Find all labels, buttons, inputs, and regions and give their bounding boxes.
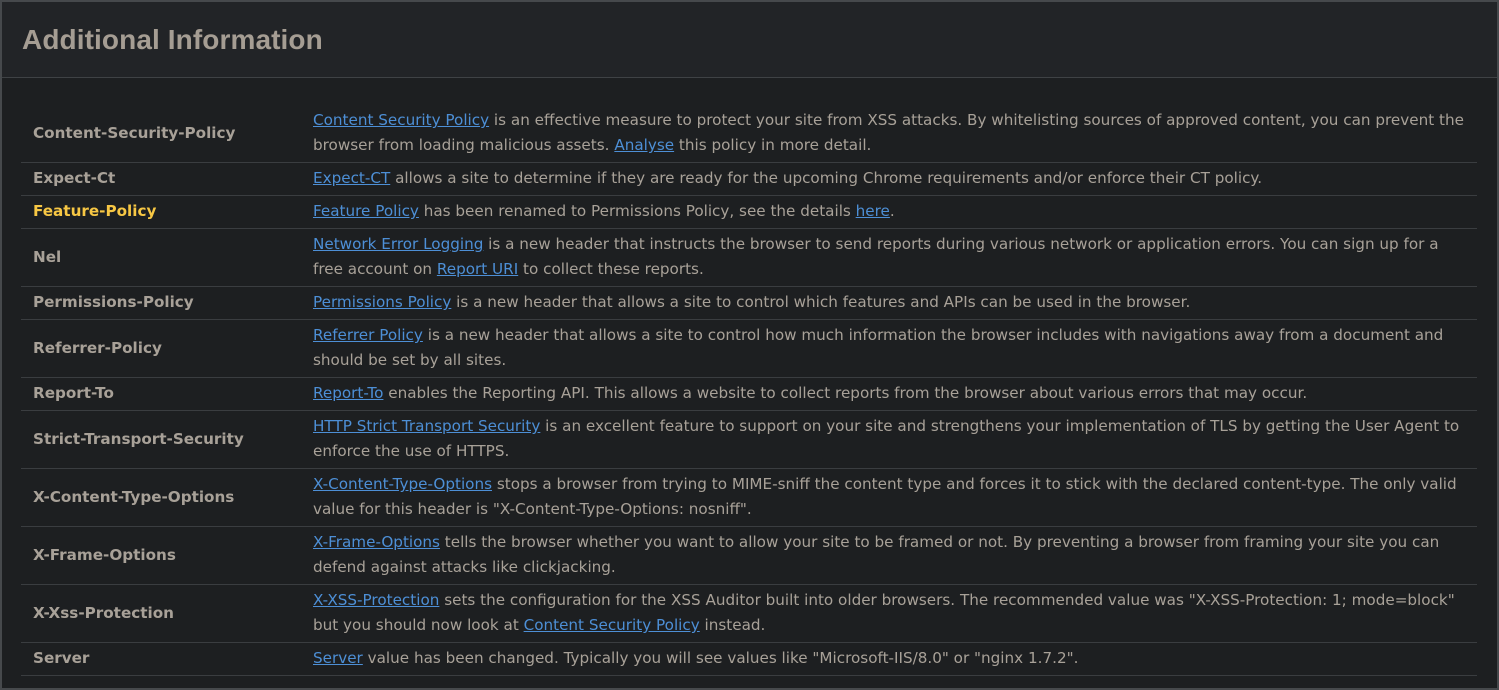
- header-description: [313, 320, 1477, 378]
- header-name: Expect-Ct: [33, 169, 116, 187]
- description-text: is a new header that allows a site to control how much information the browser includes with navigations away from a document and should be set by all sites.: [313, 326, 1444, 369]
- headers-info-table: [21, 105, 1477, 676]
- header-description: [313, 196, 1477, 229]
- doc-link[interactable]: here: [855, 202, 890, 220]
- description-text: tells the browser whether you want to allow your site to be framed or not. By preventing a browser from framing your site you can defend against attacks like clickjacking.: [313, 533, 1440, 576]
- header-description: [313, 469, 1477, 527]
- doc-link[interactable]: Report URI: [436, 260, 519, 278]
- doc-link[interactable]: HTTP Strict Transport Security: [313, 417, 541, 435]
- table-row-server: [21, 643, 1477, 676]
- description-text: has been renamed to Permissions Policy, see the details: [418, 202, 856, 220]
- header-description: [313, 105, 1477, 163]
- headers-info-rows: [21, 105, 1477, 676]
- doc-link[interactable]: Content Security Policy: [313, 111, 490, 129]
- header-description: [313, 585, 1477, 643]
- description-text: is a new header that allows a site to control which features and APIs can be used in the browser.: [451, 293, 1191, 311]
- header-description: [313, 229, 1477, 287]
- doc-link[interactable]: X-XSS-Protection: [313, 591, 440, 609]
- header-name: X-Content-Type-Options: [33, 487, 235, 506]
- description-text: is a new header that instructs the browser to send reports during various network or application errors. You can sign up for a free account on: [313, 235, 1439, 278]
- description-text: is an effective measure to protect your site from XSS attacks. By whitelisting sources of approved content, you can prevent the browser from loading malicious assets.: [313, 111, 1464, 154]
- header-name: X-Xss-Protection: [33, 603, 174, 622]
- description-text: value has been changed. Typically you will see values like "Microsoft-IIS/8.0" or "nginx 1.7.2".: [362, 649, 1079, 667]
- doc-link[interactable]: Permissions Policy: [313, 293, 452, 311]
- header-name: Nel: [33, 247, 62, 266]
- description-text: enables the Reporting API. This allows a website to collect reports from the browser about various errors that may occur.: [383, 384, 1308, 402]
- table-row-strict-transport-security: [21, 411, 1477, 469]
- doc-link[interactable]: X-Content-Type-Options: [313, 475, 492, 493]
- header-name: Permissions-Policy: [33, 293, 194, 311]
- table-row-report-to: [21, 378, 1477, 411]
- doc-link[interactable]: Feature Policy: [313, 202, 419, 220]
- description-text: instead.: [699, 616, 766, 634]
- table-row-x-content-type-options: [21, 469, 1477, 527]
- table-row-nel: [21, 229, 1477, 287]
- table-row-expect-ct: [21, 163, 1477, 196]
- description-text: .: [889, 202, 895, 220]
- header-name: Referrer-Policy: [33, 338, 162, 357]
- table-row-x-frame-options: [21, 527, 1477, 585]
- description-text: stops a browser from trying to MIME-sniff the content type and forces it to stick with the declared content-type. The only valid value for this header is "X-Content-Type-Options: nosniff".: [313, 475, 1457, 518]
- header-description: [313, 287, 1477, 320]
- doc-link[interactable]: Server: [313, 649, 363, 667]
- doc-link[interactable]: Referrer Policy: [313, 326, 423, 344]
- table-row-x-xss-protection: [21, 585, 1477, 643]
- header-description: [313, 411, 1477, 469]
- panel-title: Additional Information: [22, 23, 323, 55]
- header-description: [313, 378, 1477, 411]
- table-row-permissions-policy: [21, 287, 1477, 320]
- doc-link[interactable]: Network Error Logging: [313, 235, 484, 253]
- doc-link[interactable]: Report-To: [313, 384, 384, 402]
- header-name: Server: [33, 649, 90, 667]
- header-name: X-Frame-Options: [33, 545, 176, 564]
- panel-body: [2, 78, 1497, 676]
- header-name: Content-Security-Policy: [33, 123, 236, 142]
- table-row-referrer-policy: [21, 320, 1477, 378]
- description-text: this policy in more detail.: [674, 136, 872, 154]
- doc-link[interactable]: Expect-CT: [313, 169, 391, 187]
- doc-link[interactable]: X-Frame-Options: [313, 533, 440, 551]
- doc-link[interactable]: Analyse: [614, 136, 675, 154]
- description-text: is an excellent feature to support on your site and strengthens your implementation of TLS by getting the User Agent to enforce the use of HTTPS.: [313, 417, 1460, 460]
- header-description: [313, 643, 1477, 676]
- header-name: Feature-Policy: [33, 202, 157, 220]
- header-description: [313, 163, 1477, 196]
- header-description: [313, 527, 1477, 585]
- doc-link[interactable]: Content Security Policy: [523, 616, 700, 634]
- panel-header: [2, 2, 1497, 78]
- table-row-content-security-policy: [21, 105, 1477, 163]
- header-name: Report-To: [33, 384, 114, 402]
- header-name: Strict-Transport-Security: [33, 429, 244, 448]
- table-row-feature-policy: [21, 196, 1477, 229]
- description-text: allows a site to determine if they are ready for the upcoming Chrome requirements and/or enforce their CT policy.: [390, 169, 1263, 187]
- description-text: to collect these reports.: [518, 260, 704, 278]
- description-text: sets the configuration for the XSS Auditor built into older browsers. The recommended value was "X-XSS-Protection: 1; mode=block" but you should now look at: [313, 591, 1455, 634]
